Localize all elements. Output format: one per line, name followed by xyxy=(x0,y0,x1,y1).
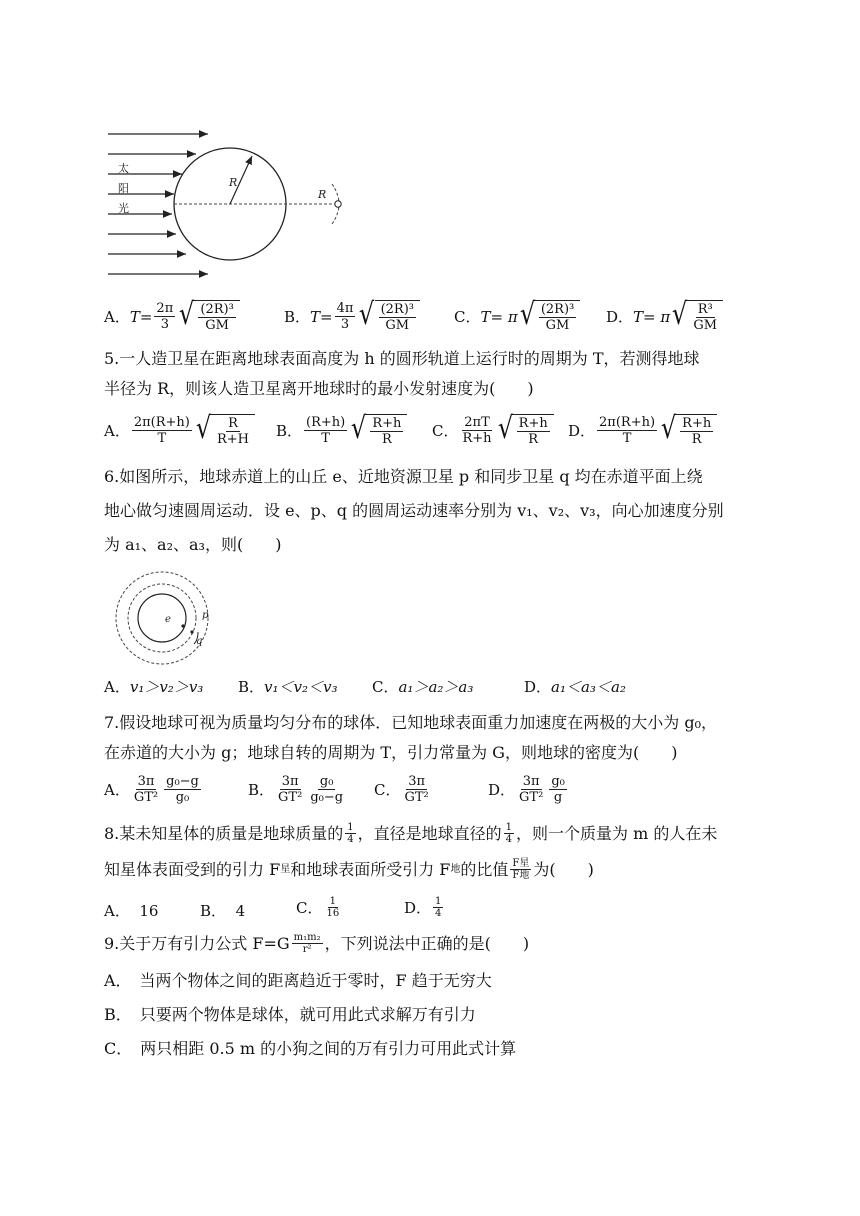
frac-den: 4 xyxy=(505,834,513,845)
option-key: A． xyxy=(104,780,130,799)
q8-text-b: ，直径是地球直径的 xyxy=(357,823,502,843)
a-den: GT² xyxy=(404,790,429,805)
outer-orbit xyxy=(116,572,208,664)
rad-den: R xyxy=(528,432,539,447)
rad-den: GM xyxy=(693,318,718,333)
option-key: D． xyxy=(524,678,552,696)
b-num: g₀ xyxy=(319,774,334,789)
a-den: GT² xyxy=(278,790,303,805)
rad-num: (2R)³ xyxy=(540,302,575,317)
q7-option-d[interactable] xyxy=(488,774,569,805)
q6-option-d[interactable] xyxy=(524,676,626,698)
q7-stem-line2: 在赤道的大小为 g；地球自转的周期为 T，引力常量为 G，则地球的密度为( ) xyxy=(104,743,678,762)
q7-option-b[interactable] xyxy=(248,774,347,805)
coef-num: 4π xyxy=(336,301,354,316)
option-key: C． xyxy=(372,678,399,696)
sqrt: √ $\frac{R+h}{R}$ xyxy=(349,414,407,447)
q7-option-a[interactable] xyxy=(104,774,203,805)
coef-num: 2π xyxy=(156,301,174,316)
rad-num: R+h xyxy=(518,416,548,431)
sqrt: √ $\frac{\text{(2R)³}}{GM}$ xyxy=(518,300,581,333)
f-den: r² xyxy=(302,944,312,955)
f-num: (R+h) xyxy=(306,415,346,430)
q5-stem-line1: 5.一人造卫星在距离地球表面高度为 h 的圆形轨道上运行时的周期为 T，若测得地球 xyxy=(104,349,700,368)
sub-star: 星 xyxy=(280,863,291,875)
q9-text-a: 9.关于万有引力公式 F=G xyxy=(104,933,290,953)
b-num: g₀−g xyxy=(166,774,199,789)
q6-option-b[interactable] xyxy=(238,676,338,698)
q9-stem xyxy=(104,932,529,955)
q8-stem-line2 xyxy=(104,858,594,881)
option-key: D． xyxy=(488,780,516,799)
ratio-num: F星 xyxy=(512,858,530,869)
q4-option-b[interactable] xyxy=(284,297,420,333)
a-num: 3π xyxy=(408,774,426,789)
a-den: GT² xyxy=(519,790,544,805)
q8-text-f: 的比值 xyxy=(460,859,509,879)
sqrt: √ $\frac{\text{(2R)³}}{GM}$ xyxy=(357,300,420,333)
rad-den: GM xyxy=(545,318,570,333)
label-p: p xyxy=(202,610,209,621)
rad-den: GM xyxy=(385,318,410,333)
q5-stem-line2: 半径为 R，则该人造卫星离开地球时的最小发射速度为( ) xyxy=(104,379,534,398)
q9-text-b: ，下列说法中正确的是( ) xyxy=(324,933,530,953)
sub-earth: 地 xyxy=(450,863,461,875)
frac-num: 1 xyxy=(347,822,354,833)
option-key: A． xyxy=(104,902,130,920)
frac-den: 16 xyxy=(326,908,340,919)
f-num: m₁m₂ xyxy=(293,932,321,943)
q8-option-c[interactable] xyxy=(296,896,343,919)
option-key: C． xyxy=(454,307,481,326)
frac-num: 1 xyxy=(435,896,442,907)
sqrt: √ $\frac{R}{R+H}$ xyxy=(194,414,255,447)
q5-option-b[interactable] xyxy=(276,411,407,447)
q4-option-d[interactable] xyxy=(606,297,723,333)
q7-stem-line1: 7.假设地球可视为质量均匀分布的球体．已知地球表面重力加速度在两极的大小为 g₀， xyxy=(104,713,718,732)
a-num: 3π xyxy=(281,774,299,789)
f-den: R+h xyxy=(462,431,492,446)
a-den: GT² xyxy=(133,790,159,805)
frac-den: 4 xyxy=(347,834,354,845)
f-den: T xyxy=(321,431,330,446)
sqrt: √ $\frac{\text{(2R)³}}{GM}$ xyxy=(177,300,240,333)
a-num: 3π xyxy=(522,774,540,789)
q8-text-e: 和地球表面所受引力 F xyxy=(290,859,451,879)
q8-text-g: 为( ) xyxy=(533,859,594,879)
rad-den: R+H xyxy=(216,432,250,447)
rad-num: (2R)³ xyxy=(200,302,234,317)
option-key: B． xyxy=(200,902,227,920)
rad-den: R xyxy=(381,432,392,447)
point-p xyxy=(190,630,193,633)
q5-option-d[interactable] xyxy=(568,411,717,447)
rad-num: R+h xyxy=(372,416,402,431)
label-q: q xyxy=(196,636,203,647)
orbit-figure xyxy=(106,570,216,668)
sqrt: √ $\frac{R+h}{R}$ xyxy=(496,414,554,447)
point-e xyxy=(181,624,184,627)
q8-text-c: ，则一个质量为 m 的人在未 xyxy=(516,823,718,843)
q6-stem-line2: 地心做匀速圆周运动．设 e、p、q 的圆周运动速率分别为 v₁、v₂、v₃，向心加速度分别 xyxy=(104,501,724,520)
ratio-den: F地 xyxy=(512,870,530,881)
option-key: D． xyxy=(606,307,634,326)
option-key: C． xyxy=(374,780,401,799)
q5-option-c[interactable] xyxy=(432,411,554,447)
q8-text-a: 8.某未知星体的质量是地球质量的 xyxy=(104,823,344,843)
q8-option-a[interactable] xyxy=(104,900,158,922)
frac-num: 1 xyxy=(505,822,513,833)
rad-den: R xyxy=(691,432,702,447)
q6-stem-line3: 为 a₁、a₂、a₃，则( ) xyxy=(104,535,282,554)
radius-label: R xyxy=(229,176,238,189)
q6-option-a[interactable] xyxy=(104,676,203,698)
b-den: g₀−g xyxy=(310,790,344,805)
option-key: B． xyxy=(248,780,275,799)
sunlight-earth-figure xyxy=(100,122,360,290)
option-key: C． xyxy=(432,421,459,440)
coef-den: 3 xyxy=(160,317,169,332)
q8-stem-line1 xyxy=(104,822,717,845)
sun-label-1: 太 xyxy=(118,162,129,175)
rad-num: R³ xyxy=(697,302,713,317)
frac-den: 4 xyxy=(435,908,442,919)
sun-label-2: 阳 xyxy=(118,182,129,195)
option-text: a₁＞a₂＞a₃ xyxy=(398,678,474,696)
q6-stem-line1: 6.如图所示，地球赤道上的山丘 e、近地资源卫星 p 和同步卫星 q 均在赤道平面上绕 xyxy=(104,467,703,486)
satellite-dot xyxy=(335,201,341,207)
option-key: B． xyxy=(276,421,303,440)
option-key: A． xyxy=(104,307,130,326)
option-key: D． xyxy=(568,421,596,440)
rad-num: R+h xyxy=(682,416,712,431)
a-num: 3π xyxy=(137,774,155,789)
q6-option-c[interactable] xyxy=(372,676,473,698)
sqrt: √ $\frac{R+h}{R}$ xyxy=(659,414,717,447)
f-den: T xyxy=(622,431,632,446)
rad-den: GM xyxy=(205,318,229,333)
sqrt: √ $\frac{\text{R³}}{GM}$ xyxy=(670,300,723,333)
q9-option-a[interactable]: A． 当两个物体之间的距离趋近于零时，F 趋于无穷大 xyxy=(104,971,492,990)
coef-den: 3 xyxy=(340,317,350,332)
option-lhs: T= π xyxy=(480,307,518,326)
q9-option-b[interactable]: B． 只要两个物体是球体，就可用此式求解万有引力 xyxy=(104,1005,476,1024)
q8-option-d[interactable] xyxy=(404,896,445,919)
option-key: B． xyxy=(238,678,265,696)
q4-option-a[interactable] xyxy=(104,297,240,333)
option-lhs: T= xyxy=(129,307,153,326)
sun-label-3: 光 xyxy=(118,202,129,215)
option-lhs: T= π xyxy=(633,307,671,326)
f-num: 2π(R+h) xyxy=(599,415,656,430)
b-den: g₀ xyxy=(175,790,190,805)
q8-text-d: 知星体表面受到的引力 F xyxy=(104,859,281,879)
frac-num: 1 xyxy=(329,896,337,907)
f-num: 2πT xyxy=(464,415,490,430)
earth-circle xyxy=(138,594,186,642)
option-text: a₁＜a₃＜a₂ xyxy=(551,678,626,696)
option-key: B． xyxy=(284,307,311,326)
option-key: A． xyxy=(104,421,130,440)
b-den: g xyxy=(553,790,563,805)
q7-option-c[interactable] xyxy=(374,774,433,805)
option-text: v₁＞v₂＞v₃ xyxy=(129,678,204,696)
f-den: T xyxy=(157,431,167,446)
q9-option-c[interactable]: C． 两只相距 0.5 m 的小狗之间的万有引力可用此式计算 xyxy=(104,1039,517,1058)
option-text: 4 xyxy=(235,902,246,920)
q5-option-a[interactable] xyxy=(104,411,255,447)
option-key: D． xyxy=(404,898,432,917)
f-num: 2π(R+h) xyxy=(133,415,190,430)
option-key: A． xyxy=(104,678,130,696)
q4-option-c[interactable] xyxy=(454,297,580,333)
label-e: e xyxy=(165,614,171,625)
b-num: g₀ xyxy=(551,774,565,789)
option-key: C． xyxy=(296,898,323,917)
rad-num: R xyxy=(228,416,238,431)
option-text: 16 xyxy=(139,902,159,920)
option-lhs: T= xyxy=(310,307,333,326)
option-text: v₁＜v₂＜v₃ xyxy=(264,678,338,696)
rad-num: (2R)³ xyxy=(380,302,414,317)
q8-option-b[interactable] xyxy=(200,900,245,922)
orbit-radius-label: R xyxy=(318,188,327,201)
